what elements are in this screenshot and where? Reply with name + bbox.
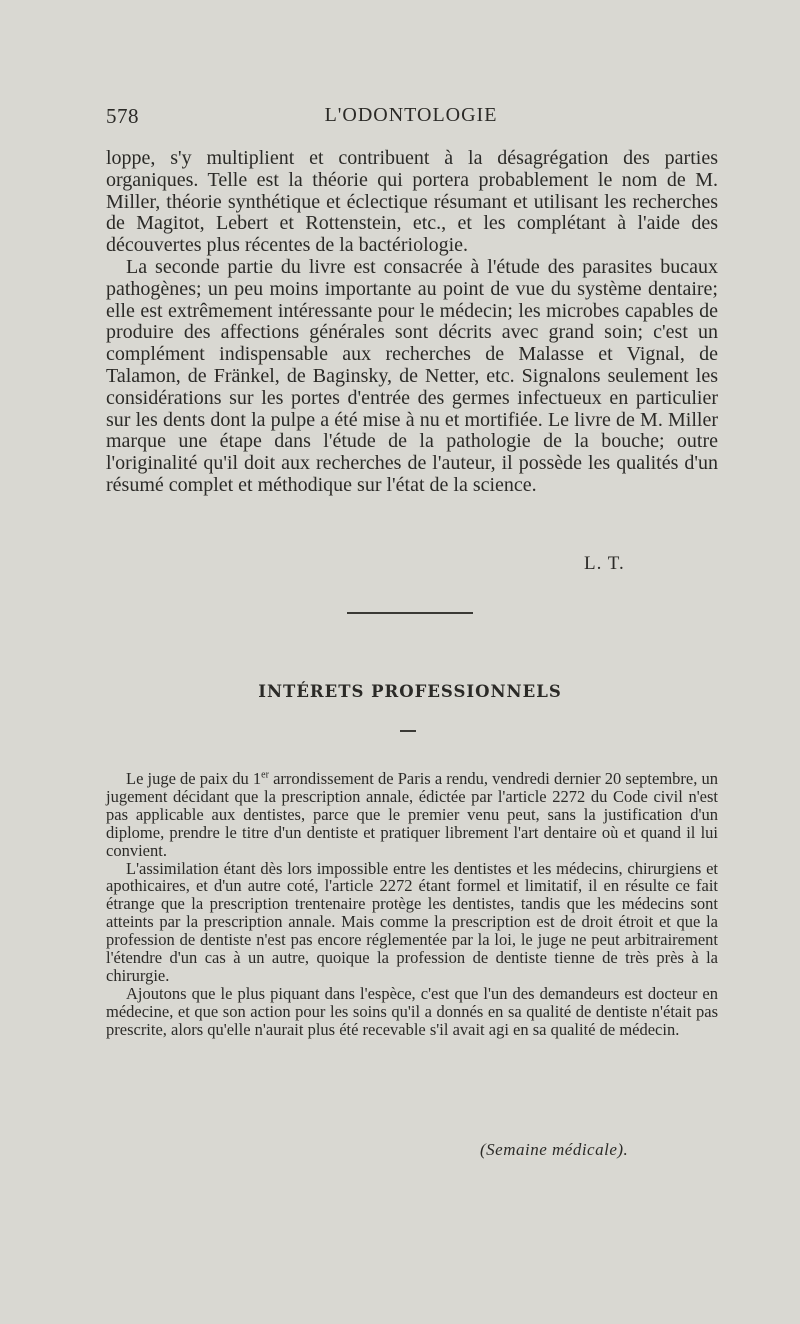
review-paragraph: La seconde partie du livre est consacrée à l'étude des parasites bucaux pathogènes; un peu moins importante au point de vue du système dentaire; elle est extrêmement intéressante pour le médecin; les microbes capables de produire des affections générales sont décrits avec grand soin; c'est un complément indispensable aux recherches de Malasse et Vignal, de Talamon, de Fränkel, de Baginsky, de Netter, etc. Signalons seulement les considérations sur les portes d'entrée des germes infectueux en particulier sur les dents dont la pulpe a été mise à nu et mortifiée. Le livre de M. Miller marque une étape dans l'étude de la pathologie de la bouche; outre l'originalité qu'il doit aux recherches de l'auteur, il possède les qualités d'un résumé complet et méthodique sur l'état de la science. (106, 255, 718, 496)
paragraph-text: arrondissement de Paris a rendu, vendredi dernier 20 septembre, un jugement décidant que la prescription annale, édictée par l'article 2272 du Code civil n'est pas applicable aux dentistes, parce que le premier venu peut, sans la justification d'un diplome, prendre le titre d'un dentiste et pratiquer librement l'art dentaire où et quand il lui convient. (106, 769, 718, 860)
review-signature: L. T. (584, 553, 625, 574)
book-review-text (106, 148, 718, 497)
page-number: 578 (106, 104, 139, 128)
section-divider (347, 612, 473, 614)
ordinal-superscript: er (261, 769, 269, 781)
review-paragraph: loppe, s'y multiplient et contribuent à la désagrégation des parties organiques. Telle est la théorie qui portera probablement le nom de M. Miller, théorie synthétique et éclectique résumant et utilisant les recherches de Magitot, Lebert et Rottenstein, etc., et les complétant à l'aide des découvertes plus récentes de la bactériologie. (106, 147, 718, 257)
article-paragraph: Ajoutons que le plus piquant dans l'espèce, c'est que l'un des demandeurs est docteur en médecine, et que son action pour les soins qu'il a donnés en sa qualité de dentiste n'était pas prescrite, alors qu'elle n'aurait plus été recevable s'il avait agi en sa qualité de médecin. (106, 983, 718, 1039)
source-citation: (Semaine médicale). (480, 1140, 629, 1159)
article-paragraph: L'assimilation étant dès lors impossible entre les dentistes et les médecins, chirurgiens et apothicaires, et d'un autre coté, l'article 2272 étant formel et limitatif, il en résulte ce fait étrange que la prescription trentenaire protège les dentistes, tandis que les médecins sont atteints par la prescription annale. Mais comme la prescription est de droit étroit et que la profession de dentiste n'est pas encore réglementée par la loi, le juge ne peut arbitrairement l'étendre d'un cas à un autre, quoique la profession de dentiste tienne de très près à la chirurgie. (106, 858, 718, 985)
journal-title: L'ODONTOLOGIE (324, 104, 498, 126)
section-title: INTÉRETS PROFESSIONNELS (258, 682, 562, 701)
paragraph-text: Le juge de paix du 1 (126, 769, 262, 788)
running-head (106, 104, 716, 134)
title-dash (400, 730, 416, 732)
article-paragraph (106, 770, 718, 860)
article-text (106, 770, 718, 1039)
